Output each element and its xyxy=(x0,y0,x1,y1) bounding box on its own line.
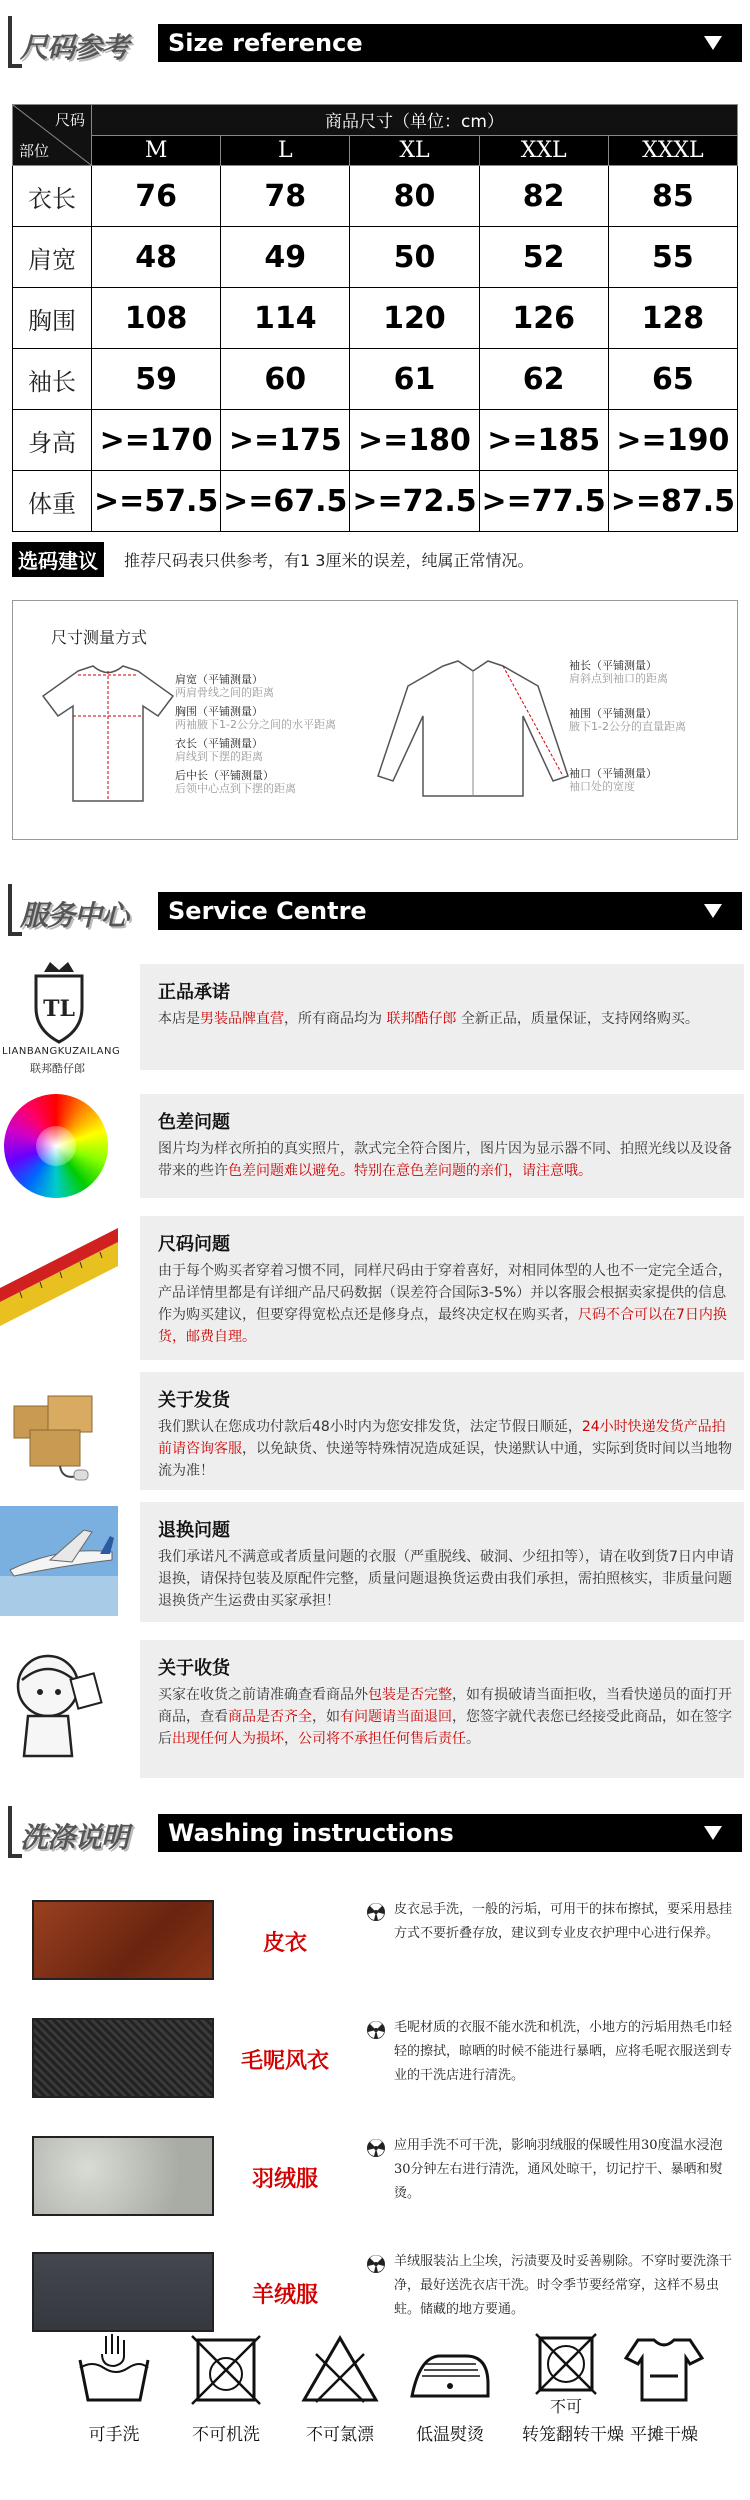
table-cell: 62 xyxy=(479,349,608,410)
no-machine-wash-icon xyxy=(182,2330,270,2410)
service-box xyxy=(140,1216,744,1360)
tape-measure-icon xyxy=(0,1222,118,1332)
care-label: 平摊干燥 xyxy=(630,2425,698,2445)
care-label: 不可氯漂 xyxy=(306,2425,374,2445)
service-title: 尺码问题 xyxy=(158,1234,230,1255)
radiation-bullet-icon xyxy=(366,2254,386,2274)
airplane-image xyxy=(0,1506,118,1616)
shirt-diagram-icon xyxy=(373,656,573,806)
service-text: 图片均为样衣所拍的真实照片，款式完全符合图片，图片因为显示器不同、拍照光线以及设备带来的些许色差问题难以避免。特别在意色差问题的亲们，请注意哦。 xyxy=(158,1141,732,1179)
wash-desc: 皮衣忌手洗，一般的污垢，可用干的抹布擦拭，要采用悬挂方式不要折叠存放，建议到专业皮衣护理中心进行保养。 xyxy=(394,1902,733,1941)
row-label: 衣长 xyxy=(13,166,92,227)
hand-wash-icon xyxy=(70,2330,158,2410)
wash-label: 羊绒服 xyxy=(251,2283,318,2308)
label-length: 衣长（平铺测量） 肩线到下摆的距离 xyxy=(175,737,263,763)
airplane-icon xyxy=(0,1506,118,1616)
wash-item-leather xyxy=(0,1888,750,1998)
wool-swatch xyxy=(32,2018,214,2098)
table-row xyxy=(13,349,738,410)
care-hand-wash xyxy=(70,2330,158,2445)
wash-desc: 羊绒服装沾上尘埃，污渍要及时妥善剔除。不穿时要洗涤干净，最好送洗衣店干洗。时令季节要经常穿，这样不易虫蛀。储藏的地方要通。 xyxy=(394,2254,733,2317)
table-cell: 65 xyxy=(608,349,737,410)
service-text: 买家在收货之前请准确查看商品外包装是否完整，如有损破请当面拒收，当看快递员的面打开商品，查看商品是否齐全，如有问题请当面退回，您签字就代表您已经接受此商品，如在签字后出现任何人为损坏，公司将不承担任何售后责任。 xyxy=(158,1687,732,1747)
table-cell: 52 xyxy=(479,227,608,288)
table-row xyxy=(13,227,738,288)
table-row xyxy=(13,410,738,471)
service-title: 色差问题 xyxy=(158,1112,230,1133)
table-row xyxy=(13,471,738,532)
service-centre-header xyxy=(8,890,742,932)
label-chest: 胸围（平铺测量） 两袖腋下1-2公分之间的水平距离 xyxy=(175,705,336,731)
spec-header: 商品尺寸（单位：cm） xyxy=(92,105,738,136)
table-cell: 55 xyxy=(608,227,737,288)
package-boxes-icon xyxy=(0,1376,118,1486)
wash-item-down xyxy=(0,2124,750,2234)
label-cuff: 袖口（平铺测量） 袖口处的宽度 xyxy=(569,767,657,793)
care-label: 转笼翻转干燥 xyxy=(522,2425,624,2445)
boxes-image xyxy=(0,1376,118,1486)
table-cell: >=185 xyxy=(479,410,608,471)
table-cell: 108 xyxy=(92,288,221,349)
service-item-receipt xyxy=(0,1640,750,1780)
service-item-returns xyxy=(0,1502,750,1626)
size-table xyxy=(12,104,738,532)
label-sleeve-width: 袖围（平铺测量） 腋下1-2公分的直量距离 xyxy=(569,707,686,733)
radiation-bullet-icon xyxy=(366,1902,386,1922)
service-text: 本店是男装品牌直营，所有商品均为 联邦酷仔郎 全新正品，质量保证，支持网络购买。 xyxy=(158,1011,699,1027)
chevron-down-icon xyxy=(704,36,722,50)
service-text: 我们承诺凡不满意或者质量问题的衣服（严重脱线、破洞、少纽扣等），请在收到货7日内申请退换，请保持包装及原配件完整，质量问题退换货运费由我们承担，需拍照核实，非质量问题退换货产生运费由买家承担！ xyxy=(158,1549,734,1609)
table-cell: 61 xyxy=(350,349,479,410)
service-cn-title: 服务中心 xyxy=(20,899,129,932)
care-no-machine-wash xyxy=(182,2330,270,2445)
care-no-bleach xyxy=(296,2330,384,2445)
size-col-xl: XL xyxy=(350,135,479,166)
label-sleeve: 袖长（平铺测量） 肩斜点到袖口的距离 xyxy=(569,659,668,685)
color-wheel xyxy=(0,1090,118,1200)
radiation-bullet-icon xyxy=(366,2020,386,2040)
wash-item-wool-coat xyxy=(0,2006,750,2116)
size-col-xxxl: XXXL xyxy=(608,135,737,166)
service-title: 退换问题 xyxy=(158,1520,230,1541)
table-cell: >=180 xyxy=(350,410,479,471)
size-col-m: M xyxy=(92,135,221,166)
wash-desc: 应用手洗不可干洗，影响羽绒服的保暖性用30度温水浸泡30分钟左右进行清洗，通风处晾干，切记拧干、暴晒和熨烫。 xyxy=(394,2138,723,2201)
row-label: 体重 xyxy=(13,471,92,532)
table-cell: >=72.5 xyxy=(350,471,479,532)
svg-text:TL: TL xyxy=(43,996,75,1022)
down-swatch xyxy=(32,2136,214,2216)
wash-label: 毛呢风衣 xyxy=(240,2049,329,2074)
table-cell: 82 xyxy=(479,166,608,227)
service-item-shipping xyxy=(0,1372,750,1492)
table-row xyxy=(13,166,738,227)
wash-desc: 毛呢材质的衣服不能水洗和机洗，小地方的污垢用热毛巾轻轻的擦拭，晾晒的时候不能进行暴晒，应将毛呢衣服送到专业的干洗店进行清洗。 xyxy=(394,2020,733,2083)
row-label: 胸围 xyxy=(13,288,92,349)
size-col-xxl: XXL xyxy=(479,135,608,166)
logo-text: LIANBANGKUZAILANG xyxy=(2,1046,121,1057)
care-label: 低温熨烫 xyxy=(416,2425,484,2445)
chevron-down-icon xyxy=(704,904,722,918)
care-label: 可手洗 xyxy=(88,2425,140,2445)
tshirt-diagram-icon xyxy=(33,661,183,811)
table-cell: >=77.5 xyxy=(479,471,608,532)
size-reference-cn-title: 尺码参考 xyxy=(20,31,129,64)
measure-title: 尺寸测量方式 xyxy=(51,628,148,647)
service-box xyxy=(140,1502,744,1622)
table-cell: 126 xyxy=(479,288,608,349)
table-cell: >=67.5 xyxy=(221,471,350,532)
table-cell: 114 xyxy=(221,288,350,349)
service-item-authentic xyxy=(0,958,750,1078)
table-corner xyxy=(13,105,92,166)
row-label: 身高 xyxy=(13,410,92,471)
service-text: 我们默认在您成功付款后48小时内为您安排发货，法定节假日顺延，24小时快递发货产品拍前请咨询客服，以免缺货、快递等特殊情况造成延误，快递默认中通，实际到货时间以当地物流为准！ xyxy=(158,1419,732,1479)
service-box xyxy=(140,1640,744,1778)
courier-image xyxy=(0,1646,118,1766)
wash-label: 羽绒服 xyxy=(251,2167,318,2192)
table-cell: 48 xyxy=(92,227,221,288)
wash-label: 皮衣 xyxy=(262,1931,307,1956)
service-box xyxy=(140,1094,744,1198)
low-iron-icon xyxy=(406,2330,494,2410)
care-dry-flat xyxy=(620,2330,708,2445)
table-cell: 60 xyxy=(221,349,350,410)
crown-shield-icon xyxy=(0,958,118,1048)
table-cell: 50 xyxy=(350,227,479,288)
table-cell: >=175 xyxy=(221,410,350,471)
table-cell: 49 xyxy=(221,227,350,288)
service-box xyxy=(140,964,744,1070)
row-label: 肩宽 xyxy=(13,227,92,288)
care-label: 不可机洗 xyxy=(192,2425,260,2445)
brand-logo xyxy=(0,958,121,1078)
table-cell: >=170 xyxy=(92,410,221,471)
tip-tag: 选码建议 xyxy=(12,542,104,577)
care-no-tumble-dry xyxy=(522,2330,624,2445)
logo-cn: 联邦酷仔郎 xyxy=(30,1062,85,1075)
service-title: 关于发货 xyxy=(158,1390,230,1411)
service-item-color xyxy=(0,1090,750,1200)
corner-size-label: 尺码 xyxy=(54,111,85,129)
table-cell: 76 xyxy=(92,166,221,227)
service-text: 由于每个购买者穿着习惯不同，同样尺码由于穿着喜好，对相同体型的人也不一定完全适合，产品详情里都是有详细产品尺码数据（误差符合国际3-5%）并以客服会根据卖家提供的信息作为购买建议，但要穿得宽松点还是修身点，最终决定权在购买者，尺码不合可以在7日内换货，邮费自理。 xyxy=(158,1263,732,1345)
washing-cn-title: 洗涤说明 xyxy=(20,1821,129,1854)
table-row xyxy=(13,288,738,349)
care-top-label: 不可 xyxy=(549,2397,582,2416)
table-cell: >=190 xyxy=(608,410,737,471)
service-en-title: Service Centre xyxy=(168,897,367,925)
table-cell: 128 xyxy=(608,288,737,349)
chevron-down-icon xyxy=(704,1826,722,1840)
table-cell: >=87.5 xyxy=(608,471,737,532)
row-label: 袖长 xyxy=(13,349,92,410)
service-title: 关于收货 xyxy=(158,1658,230,1679)
table-cell: 120 xyxy=(350,288,479,349)
cashmere-swatch xyxy=(32,2252,214,2332)
dry-flat-icon xyxy=(620,2330,708,2410)
size-reference-header xyxy=(8,22,742,64)
measurement-guide xyxy=(12,600,738,840)
corner-part-label: 部位 xyxy=(19,142,50,160)
size-reference-en-title: Size reference xyxy=(168,29,363,57)
label-back-length: 后中长（平铺测量） 后领中心点到下摆的距离 xyxy=(175,769,296,795)
no-bleach-icon xyxy=(296,2330,384,2410)
table-cell: 59 xyxy=(92,349,221,410)
table-cell: 78 xyxy=(221,166,350,227)
radiation-bullet-icon xyxy=(366,2138,386,2158)
service-title: 正品承诺 xyxy=(158,982,230,1003)
service-box xyxy=(140,1372,744,1490)
table-cell: 80 xyxy=(350,166,479,227)
tape-measure xyxy=(0,1222,118,1332)
service-item-size xyxy=(0,1212,750,1362)
tip-text: 推荐尺码表只供参考，有1 3厘米的误差，纯属正常情况。 xyxy=(124,551,534,570)
care-low-iron xyxy=(406,2330,494,2445)
table-cell: >=57.5 xyxy=(92,471,221,532)
size-col-l: L xyxy=(221,135,350,166)
courier-icon xyxy=(0,1646,118,1766)
table-cell: 85 xyxy=(608,166,737,227)
washing-en-title: Washing instructions xyxy=(168,1819,454,1847)
leather-swatch xyxy=(32,1900,214,1980)
label-shoulder: 肩宽（平铺测量） 两肩骨线之间的距离 xyxy=(175,673,274,699)
washing-header xyxy=(8,1812,742,1854)
